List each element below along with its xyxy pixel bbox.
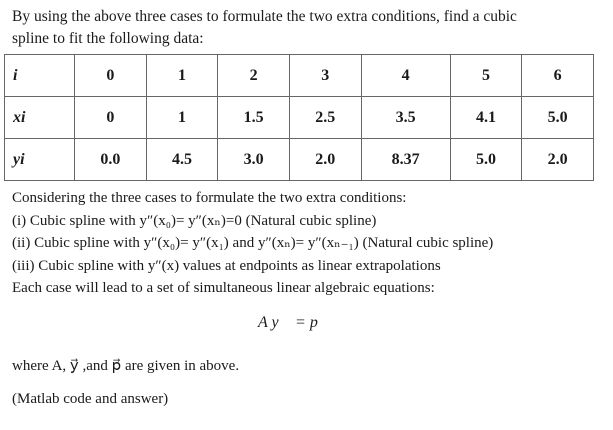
row-label-x: xi xyxy=(5,97,75,139)
table-cell: 3.0 xyxy=(218,139,290,181)
each-case-line: Each case will lead to a set of simultaneous linear algebraic equations: xyxy=(12,280,435,296)
table-cell: 2.0 xyxy=(522,139,594,181)
cases-text xyxy=(12,187,607,300)
table-cell: 1.5 xyxy=(218,97,290,139)
table-cell: 0 xyxy=(75,55,147,97)
table-row-x xyxy=(5,97,594,139)
table-row-y xyxy=(5,139,594,181)
table-cell: 1 xyxy=(146,97,218,139)
table-cell: 0 xyxy=(75,97,147,139)
table-cell: 3.5 xyxy=(361,97,450,139)
case-2-line: (ii) Cubic spline with y″(x₀)= y″(x₁) and y″(xₙ)= y″(xₙ₋₁) (Natural cubic spline) xyxy=(12,235,494,251)
table-cell: 6 xyxy=(522,55,594,97)
intro-line-1: By using the above three cases to formulate the two extra conditions, find a cubic xyxy=(12,8,517,25)
table-cell: 2.5 xyxy=(289,97,361,139)
table-cell: 1 xyxy=(146,55,218,97)
table-cell: 8.37 xyxy=(361,139,450,181)
row-label-y: yi xyxy=(5,139,75,181)
row-label-i: i xyxy=(5,55,75,97)
data-table xyxy=(4,54,594,181)
matlab-request: (Matlab code and answer) xyxy=(12,391,169,407)
table-cell: 4.5 xyxy=(146,139,218,181)
considering-line: Considering the three cases to formulate the two extra conditions: xyxy=(12,190,407,206)
table-cell: 0.0 xyxy=(75,139,147,181)
table-cell: 2.0 xyxy=(289,139,361,181)
matrix-equation: A y⃗ = p⃗ xyxy=(258,314,331,331)
table-cell: 4 xyxy=(361,55,450,97)
problem-intro xyxy=(12,6,602,50)
table-cell: 5.0 xyxy=(450,139,522,181)
table-cell: 5.0 xyxy=(522,97,594,139)
table-cell: 4.1 xyxy=(450,97,522,139)
intro-line-2: spline to fit the following data: xyxy=(12,30,204,47)
table-cell: 3 xyxy=(289,55,361,97)
case-1-line: (i) Cubic spline with y″(x₀)= y″(xₙ)=0 (Natural cubic spline) xyxy=(12,212,377,229)
where-line: where A, y⃗ ,and p⃗ are given in above. xyxy=(12,358,240,374)
table-cell: 2 xyxy=(218,55,290,97)
table-cell: 5 xyxy=(450,55,522,97)
case-3-line: (iii) Cubic spline with y″(x) values at endpoints as linear extrapolations xyxy=(12,257,441,274)
table-row-i xyxy=(5,55,594,97)
